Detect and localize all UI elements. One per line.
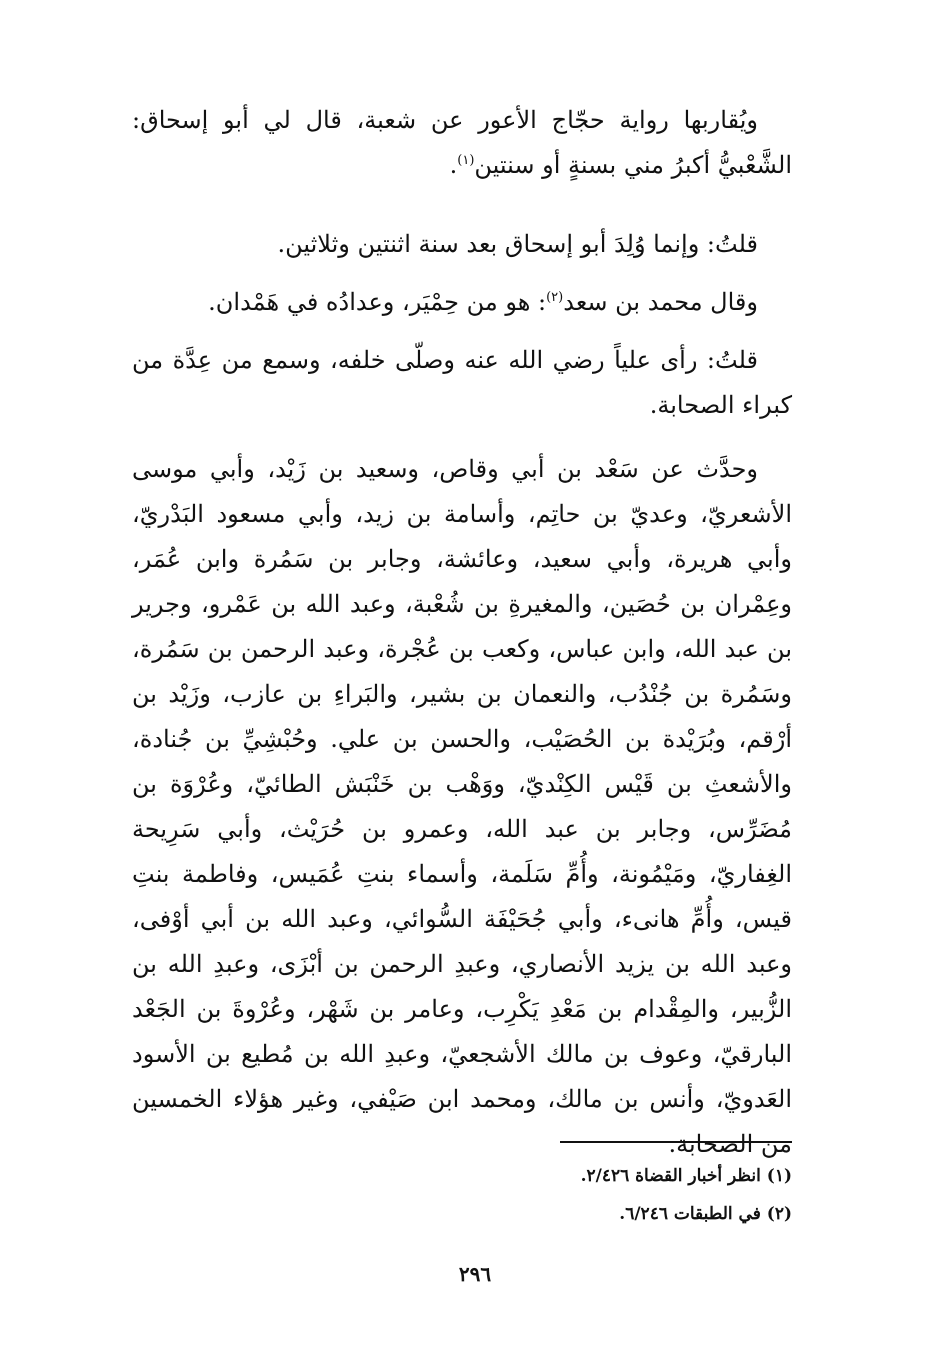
paragraph-3 <box>132 280 792 325</box>
footnote-divider <box>560 1141 792 1143</box>
footnote-2: (٢) في الطبقات ٦/٢٤٦. <box>619 1204 792 1224</box>
paragraph-2 <box>132 222 792 267</box>
footnote-1: (١) انظر أخبار القضاة ٢/٤٢٦. <box>580 1166 792 1186</box>
paragraph-5-text: وحدَّث عن سَعْد بن أبي وقاص، وسعيد بن زَيْد، وأبي موسى الأشعريّ، وعديّ بن حاتِم، وأسامة بن زيد، وأبي مسعود البَدْريّ، وأبي هريرة، وأبي سعيد، وعائشة، وجابر بن سَمُرة وابن عُمَر، وعِمْران بن حُصَين، والمغيرةِ بن شُعْبة، وعبد الله بن عَمْرو، وجرير بن عبد الله، وابن عباس، وكعب بن عُجْرة، وعبد الرحمن بن سَمُرة، وسَمُرة بن جُنْدُب، والنعمان بن بشير، والبَراءِ بن عازب، وزَيْد بن أرْقم، وبُرَيْدة بن الحُصَيْب، والحسن بن علي. وحُبْشِيِّ بن جُنادة، والأشعثِ بن قَيْس الكِنْديّ، ووَهْب بن خَنْبَش الطائيّ، وعُرْوَة بن مُضَرِّس، وجابر بن عبد الله، وعمرو بن حُرَيْث، وأبي سَرِيحة الغِفاريّ، ومَيْمُونة، وأُمِّ سَلَمة، وأسماء بنتِ عُمَيس، وفاطمة بنتِ قيس، وأُمِّ هانىء، وأبي جُحَيْفَة السُّوائي، وعبد الله بن أبي أوْفى، وعبد الله بن يزيد الأنصاري، وعبدِ الرحمن بن أبْزَى، وعبدِ الله بن الزُّبير، والمِقْدام بن مَعْدِ يَكْرِب، وعامر بن شَهْر، وعُرْوةَ بن الجَعْد البارقيّ، وعوف بن مالك الأشجعيّ، وعبدِ الله بن مُطيع بن الأسود العَدويّ، وأنس بن مالك، ومحمد ابن صَيْفي، وغير هؤلاء الخمسين من الصحابة. <box>132 455 793 1158</box>
page-number: ٢٩٦ <box>458 1262 492 1286</box>
paragraph-2-text: قلتُ: وإنما وُلِدَ أبو إسحاق بعد سنة اثنتين وثلاثين. <box>277 230 758 258</box>
footnotes <box>132 1157 792 1233</box>
footnote-ref-1[interactable]: (١) <box>457 153 475 168</box>
paragraph-1 <box>132 98 792 188</box>
paragraph-1-text-before: ويُقاربها رواية حجّاج الأعور عن شعبة، قال لي أبو إسحاق: الشَّعْبيُّ أكبرُ مني بسنةٍ أو سنتين <box>132 106 792 179</box>
paragraph-4 <box>132 338 792 428</box>
paragraph-4-text: قلتُ: رأى علياً رضي الله عنه وصلّى خلفه، وسمع من عِدَّة من كبراء الصحابة. <box>132 346 792 419</box>
paragraph-3-text-before: وقال محمد بن سعد <box>563 288 758 316</box>
paragraph-1-text <box>132 98 792 188</box>
paragraph-3-text-after: : هو من حِمْيَر، وعدادُه في هَمْدان. <box>208 288 547 316</box>
paragraph-3-text <box>132 280 792 325</box>
paragraph-5 <box>132 447 792 1167</box>
footnote-ref-2[interactable]: (٢) <box>546 290 564 305</box>
paragraph-1-text-after: . <box>449 151 458 179</box>
